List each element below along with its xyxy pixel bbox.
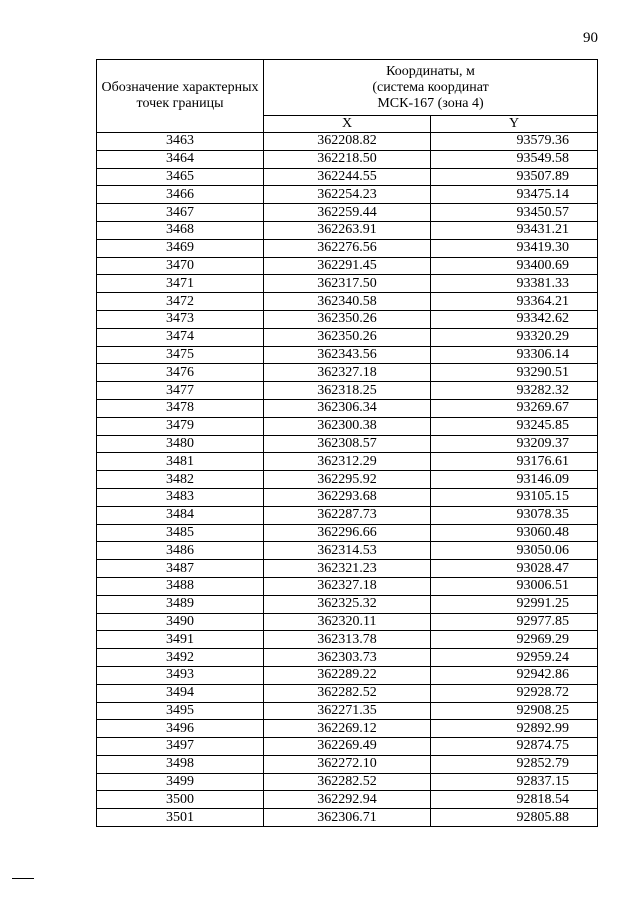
y-coordinate-cell: 93381.33 [431, 275, 598, 293]
table-row [97, 649, 598, 667]
table-row [97, 738, 598, 756]
y-coordinate-cell: 93431.21 [431, 221, 598, 239]
x-coordinate-cell: 362208.82 [264, 133, 431, 151]
point-id-cell: 3494 [97, 684, 264, 702]
x-coordinate-cell: 362306.71 [264, 809, 431, 827]
coordinates-header-line3: МСК-167 (зона 4) [377, 95, 484, 111]
point-id-cell: 3495 [97, 702, 264, 720]
point-id-cell: 3465 [97, 168, 264, 186]
y-column-header: Y [431, 116, 598, 133]
point-id-cell: 3500 [97, 791, 264, 809]
y-coordinate-cell: 92892.99 [431, 720, 598, 738]
y-coordinate-cell: 92818.54 [431, 791, 598, 809]
table-row [97, 809, 598, 827]
x-coordinate-cell: 362325.32 [264, 595, 431, 613]
table-row [97, 631, 598, 649]
point-id-cell: 3484 [97, 506, 264, 524]
x-coordinate-cell: 362300.38 [264, 417, 431, 435]
y-coordinate-cell: 93400.69 [431, 257, 598, 275]
page-number: 90 [583, 30, 598, 46]
x-coordinate-cell: 362269.12 [264, 720, 431, 738]
point-id-cell: 3476 [97, 364, 264, 382]
table-row [97, 471, 598, 489]
point-id-cell: 3497 [97, 738, 264, 756]
point-id-cell: 3473 [97, 310, 264, 328]
point-id-cell: 3485 [97, 524, 264, 542]
table-row [97, 595, 598, 613]
table-row [97, 399, 598, 417]
point-id-cell: 3466 [97, 186, 264, 204]
point-id-cell: 3464 [97, 150, 264, 168]
x-coordinate-cell: 362292.94 [264, 791, 431, 809]
point-id-cell: 3489 [97, 595, 264, 613]
point-id-cell: 3480 [97, 435, 264, 453]
table-row [97, 204, 598, 222]
table-row [97, 417, 598, 435]
point-id-cell: 3470 [97, 257, 264, 275]
y-coordinate-cell: 92908.25 [431, 702, 598, 720]
x-coordinate-cell: 362312.29 [264, 453, 431, 471]
y-coordinate-cell: 93320.29 [431, 328, 598, 346]
point-id-cell: 3486 [97, 542, 264, 560]
y-coordinate-cell: 93290.51 [431, 364, 598, 382]
x-coordinate-cell: 362263.91 [264, 221, 431, 239]
table-row [97, 275, 598, 293]
table-row [97, 382, 598, 400]
x-coordinate-cell: 362343.56 [264, 346, 431, 364]
x-coordinate-cell: 362287.73 [264, 506, 431, 524]
y-coordinate-cell: 93342.62 [431, 310, 598, 328]
x-coordinate-cell: 362254.23 [264, 186, 431, 204]
point-id-cell: 3471 [97, 275, 264, 293]
table-row [97, 328, 598, 346]
point-id-cell: 3481 [97, 453, 264, 471]
table-row [97, 791, 598, 809]
point-id-cell: 3482 [97, 471, 264, 489]
y-coordinate-cell: 93269.67 [431, 399, 598, 417]
y-coordinate-cell: 93176.61 [431, 453, 598, 471]
table-row [97, 720, 598, 738]
y-coordinate-cell: 93105.15 [431, 488, 598, 506]
point-id-cell: 3492 [97, 649, 264, 667]
y-coordinate-cell: 92991.25 [431, 595, 598, 613]
y-coordinate-cell: 93364.21 [431, 293, 598, 311]
x-coordinate-cell: 362269.49 [264, 738, 431, 756]
y-coordinate-cell: 93507.89 [431, 168, 598, 186]
table-row [97, 293, 598, 311]
point-id-cell: 3463 [97, 133, 264, 151]
y-coordinate-cell: 92977.85 [431, 613, 598, 631]
x-coordinate-cell: 362327.18 [264, 577, 431, 595]
table-row [97, 150, 598, 168]
x-coordinate-cell: 362259.44 [264, 204, 431, 222]
table-row [97, 239, 598, 257]
y-coordinate-cell: 93306.14 [431, 346, 598, 364]
coordinates-table [96, 59, 598, 827]
x-coordinate-cell: 362293.68 [264, 488, 431, 506]
y-coordinate-cell: 92928.72 [431, 684, 598, 702]
y-coordinate-cell: 93006.51 [431, 577, 598, 595]
x-coordinate-cell: 362276.56 [264, 239, 431, 257]
table-row [97, 702, 598, 720]
table-row [97, 346, 598, 364]
y-coordinate-cell: 93078.35 [431, 506, 598, 524]
x-coordinate-cell: 362282.52 [264, 684, 431, 702]
point-id-cell: 3487 [97, 560, 264, 578]
y-coordinate-cell: 92805.88 [431, 809, 598, 827]
y-coordinate-cell: 93450.57 [431, 204, 598, 222]
point-id-cell: 3493 [97, 666, 264, 684]
x-coordinate-cell: 362321.23 [264, 560, 431, 578]
x-coordinate-cell: 362350.26 [264, 328, 431, 346]
x-coordinate-cell: 362244.55 [264, 168, 431, 186]
y-coordinate-cell: 93579.36 [431, 133, 598, 151]
table-row [97, 168, 598, 186]
x-coordinate-cell: 362303.73 [264, 649, 431, 667]
point-id-cell: 3469 [97, 239, 264, 257]
y-coordinate-cell: 93209.37 [431, 435, 598, 453]
x-coordinate-cell: 362314.53 [264, 542, 431, 560]
y-coordinate-cell: 93475.14 [431, 186, 598, 204]
table-row [97, 524, 598, 542]
point-id-cell: 3474 [97, 328, 264, 346]
point-id-cell: 3468 [97, 221, 264, 239]
y-coordinate-cell: 92837.15 [431, 773, 598, 791]
y-coordinate-cell: 93282.32 [431, 382, 598, 400]
table-row [97, 133, 598, 151]
x-coordinate-cell: 362218.50 [264, 150, 431, 168]
y-coordinate-cell: 93549.58 [431, 150, 598, 168]
table-row [97, 542, 598, 560]
coordinates-header-line1: Координаты, м [386, 63, 475, 79]
x-coordinate-cell: 362313.78 [264, 631, 431, 649]
x-coordinate-cell: 362327.18 [264, 364, 431, 382]
y-coordinate-cell: 93146.09 [431, 471, 598, 489]
point-id-cell: 3478 [97, 399, 264, 417]
table-row [97, 773, 598, 791]
x-coordinate-cell: 362308.57 [264, 435, 431, 453]
table-row [97, 684, 598, 702]
coordinates-header [264, 60, 598, 116]
point-id-cell: 3491 [97, 631, 264, 649]
x-coordinate-cell: 362320.11 [264, 613, 431, 631]
x-coordinate-cell: 362282.52 [264, 773, 431, 791]
point-id-cell: 3472 [97, 293, 264, 311]
x-coordinate-cell: 362317.50 [264, 275, 431, 293]
y-coordinate-cell: 92852.79 [431, 755, 598, 773]
table-row [97, 257, 598, 275]
point-column-header: Обозначение характерных точек границы [97, 60, 264, 133]
y-coordinate-cell: 93028.47 [431, 560, 598, 578]
y-coordinate-cell: 92874.75 [431, 738, 598, 756]
table-row [97, 364, 598, 382]
x-coordinate-cell: 362272.10 [264, 755, 431, 773]
point-id-cell: 3498 [97, 755, 264, 773]
y-coordinate-cell: 92959.24 [431, 649, 598, 667]
point-id-cell: 3477 [97, 382, 264, 400]
x-coordinate-cell: 362296.66 [264, 524, 431, 542]
table-row [97, 310, 598, 328]
point-id-cell: 3499 [97, 773, 264, 791]
point-id-cell: 3479 [97, 417, 264, 435]
point-id-cell: 3483 [97, 488, 264, 506]
table-row [97, 506, 598, 524]
x-coordinate-cell: 362306.34 [264, 399, 431, 417]
table-row [97, 666, 598, 684]
table-row [97, 435, 598, 453]
table-row [97, 186, 598, 204]
table-row [97, 453, 598, 471]
table-row [97, 221, 598, 239]
y-coordinate-cell: 92942.86 [431, 666, 598, 684]
point-id-cell: 3490 [97, 613, 264, 631]
point-id-cell: 3501 [97, 809, 264, 827]
coordinates-header-line2: (система координат [372, 79, 489, 95]
table-row [97, 488, 598, 506]
x-coordinate-cell: 362318.25 [264, 382, 431, 400]
x-column-header: X [264, 116, 431, 133]
x-coordinate-cell: 362340.58 [264, 293, 431, 311]
y-coordinate-cell: 93419.30 [431, 239, 598, 257]
y-coordinate-cell: 93060.48 [431, 524, 598, 542]
x-coordinate-cell: 362295.92 [264, 471, 431, 489]
footnote-rule [12, 878, 34, 879]
table-row [97, 755, 598, 773]
point-id-cell: 3496 [97, 720, 264, 738]
point-id-cell: 3488 [97, 577, 264, 595]
x-coordinate-cell: 362291.45 [264, 257, 431, 275]
x-coordinate-cell: 362271.35 [264, 702, 431, 720]
y-coordinate-cell: 93050.06 [431, 542, 598, 560]
table-row [97, 613, 598, 631]
x-coordinate-cell: 362350.26 [264, 310, 431, 328]
y-coordinate-cell: 93245.85 [431, 417, 598, 435]
point-id-cell: 3467 [97, 204, 264, 222]
x-coordinate-cell: 362289.22 [264, 666, 431, 684]
y-coordinate-cell: 92969.29 [431, 631, 598, 649]
point-id-cell: 3475 [97, 346, 264, 364]
table-row [97, 560, 598, 578]
table-row [97, 577, 598, 595]
